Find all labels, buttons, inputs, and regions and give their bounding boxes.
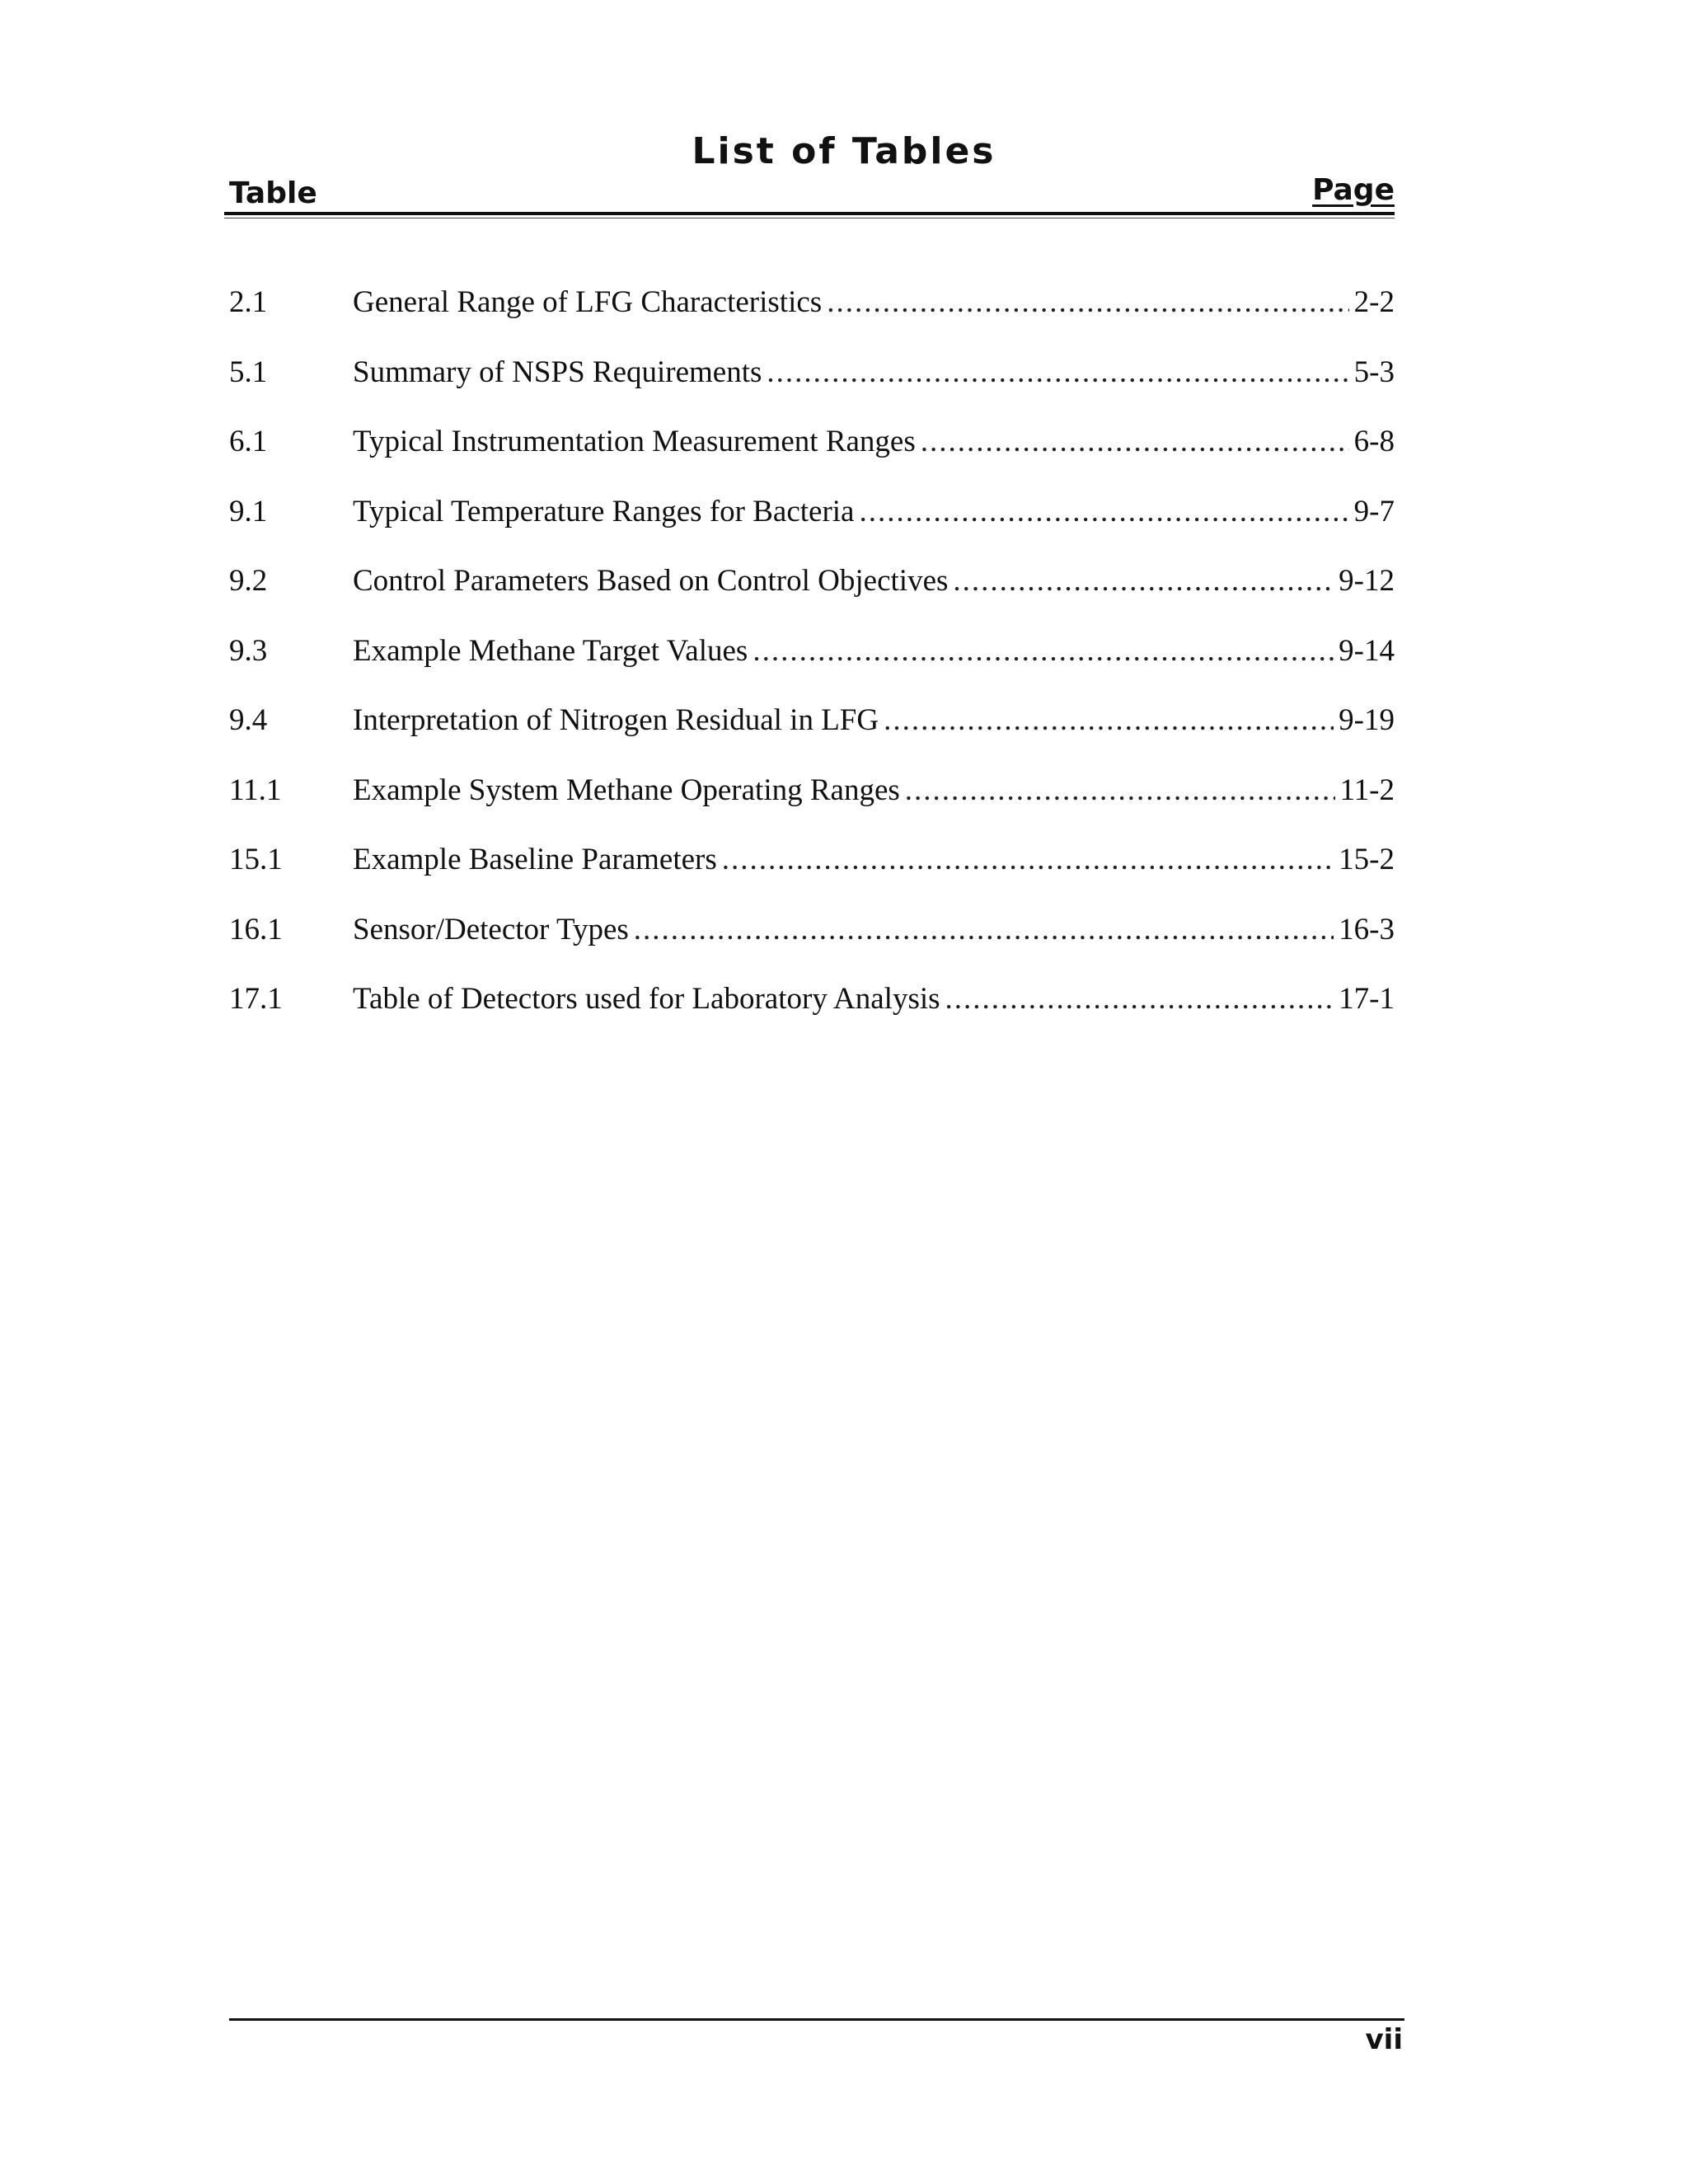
column-header-page: Page <box>1312 173 1395 207</box>
toc-entry <box>229 424 1395 494</box>
table-number: 5.1 <box>229 355 268 389</box>
footer-page-number: vii <box>1365 2023 1403 2056</box>
toc-entry <box>229 773 1395 843</box>
dot-leader <box>767 355 1348 390</box>
dot-leader <box>634 912 1334 947</box>
dot-leader <box>884 702 1334 738</box>
page-reference: 11-2 <box>1339 773 1395 807</box>
page-reference: 5-3 <box>1353 355 1395 389</box>
toc-entry <box>229 912 1395 982</box>
dot-leader <box>753 633 1334 669</box>
table-number: 17.1 <box>229 982 283 1016</box>
page-reference: 6-8 <box>1353 425 1395 458</box>
dot-leader <box>945 981 1334 1017</box>
column-header-row <box>224 173 1395 214</box>
table-number: 9.3 <box>229 633 268 668</box>
table-title: Sensor/Detector Types <box>353 912 629 946</box>
page-title: List of Tables <box>692 130 996 172</box>
list-of-tables <box>229 284 1395 1051</box>
table-number: 9.2 <box>229 564 268 598</box>
toc-entry <box>229 981 1395 1051</box>
toc-entry <box>229 284 1395 355</box>
table-title: Example System Methane Operating Ranges <box>353 773 900 807</box>
header-divider <box>224 212 1395 215</box>
table-title: Interpretation of Nitrogen Residual in LFG <box>353 703 879 737</box>
table-title: Control Parameters Based on Control Objectives <box>353 564 949 598</box>
table-number: 16.1 <box>229 912 283 946</box>
toc-entry <box>229 494 1395 564</box>
page-reference: 17-1 <box>1339 982 1395 1016</box>
page-reference: 9-12 <box>1339 564 1395 598</box>
page-reference: 16-3 <box>1339 912 1395 946</box>
dot-leader <box>921 424 1349 459</box>
dot-leader <box>722 842 1334 877</box>
table-title: General Range of LFG Characteristics <box>353 285 823 319</box>
page-reference: 9-19 <box>1339 703 1395 737</box>
table-title: Typical Instrumentation Measurement Ranges <box>353 425 916 458</box>
dot-leader <box>905 773 1335 808</box>
table-number: 2.1 <box>229 285 268 319</box>
table-number: 11.1 <box>229 773 282 807</box>
toc-entry <box>229 563 1395 633</box>
toc-entry <box>229 633 1395 703</box>
table-number: 9.1 <box>229 494 268 528</box>
page-reference: 9-14 <box>1339 633 1395 668</box>
dot-leader <box>859 494 1348 529</box>
page-reference: 2-2 <box>1353 285 1395 319</box>
page-reference: 9-7 <box>1353 494 1395 528</box>
column-header-table: Table <box>229 176 317 210</box>
toc-entry <box>229 702 1395 773</box>
table-title: Typical Temperature Ranges for Bacteria <box>353 494 855 528</box>
toc-entry <box>229 355 1395 425</box>
table-title: Summary of NSPS Requirements <box>353 355 762 389</box>
table-number: 6.1 <box>229 425 268 458</box>
table-number: 15.1 <box>229 843 283 876</box>
toc-entry <box>229 842 1395 912</box>
table-number: 9.4 <box>229 703 268 737</box>
footer-divider <box>229 2018 1404 2021</box>
page-reference: 15-2 <box>1339 843 1395 876</box>
table-title: Example Baseline Parameters <box>353 843 717 876</box>
dot-leader <box>953 563 1334 599</box>
table-title: Table of Detectors used for Laboratory Analysis <box>353 982 940 1016</box>
table-title: Example Methane Target Values <box>353 633 748 668</box>
dot-leader <box>827 284 1348 320</box>
